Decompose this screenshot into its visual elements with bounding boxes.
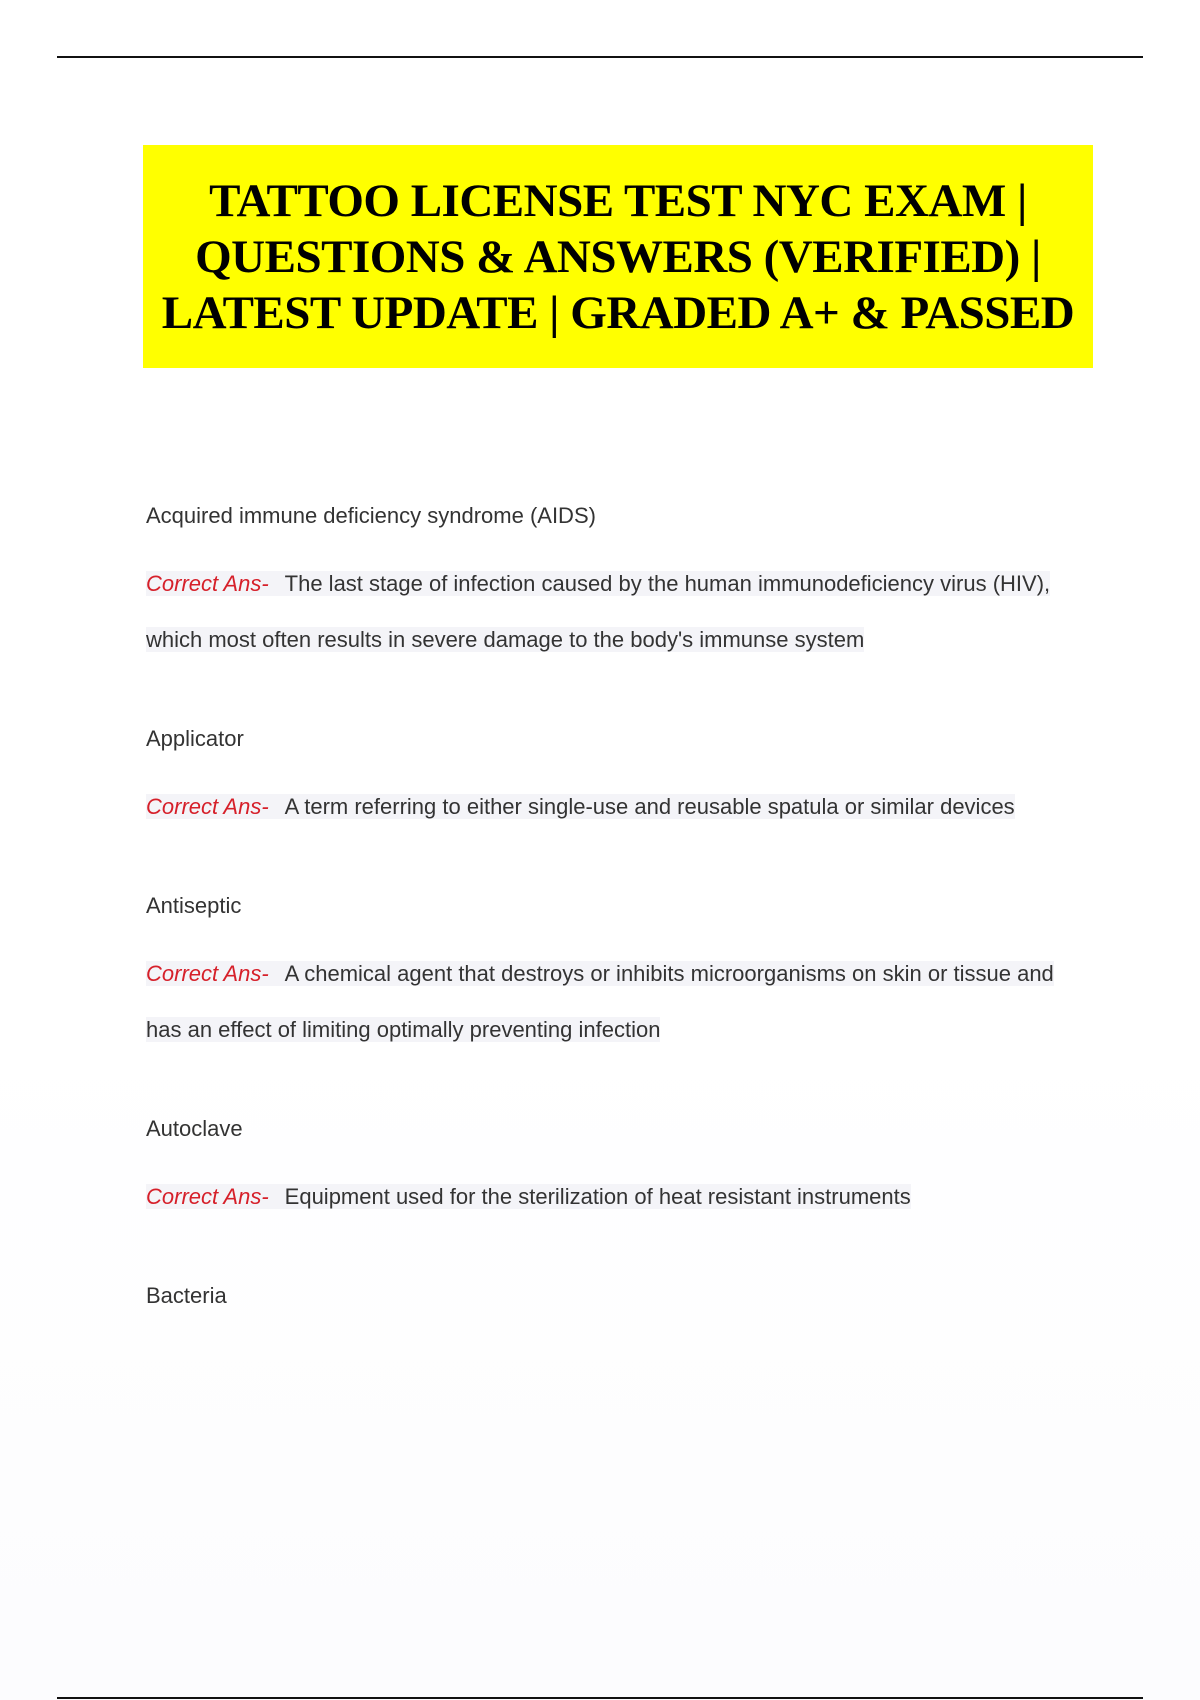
qa-entry (146, 500, 1146, 668)
answer-block (146, 1169, 1076, 1225)
question-term: Antiseptic (146, 893, 242, 918)
answer-text: A term referring to either single-use and reusable spatula or similar devices (284, 794, 1015, 819)
answer-text: The last stage of infection caused by the human immunodeficiency virus (HIV), which most often results in severe damage to the body's immunse system (146, 571, 1051, 652)
answer-text: Equipment used for the sterilization of heat resistant instruments (284, 1184, 911, 1209)
answer-block (146, 779, 1076, 835)
answer-highlight (146, 571, 1050, 652)
correct-answer-label: Correct Ans- (146, 571, 269, 596)
answer-highlight (146, 961, 1054, 1042)
correct-answer-label: Correct Ans- (146, 794, 269, 819)
answer-text: A chemical agent that destroys or inhibits microorganisms on skin or tissue and has an effect of limiting optimally preventing infection (146, 961, 1054, 1042)
question-term: Bacteria (146, 1283, 227, 1308)
question-term: Autoclave (146, 1116, 243, 1141)
document-title: TATTOO LICENSE TEST NYC EXAM | QUESTIONS & ANSWERS (VERIFIED) | LATEST UPDATE | GRADED A+ & PASSED (161, 174, 1075, 339)
qa-entry (146, 1113, 1146, 1225)
bottom-rule (57, 1697, 1143, 1699)
qa-entry (146, 890, 1146, 1058)
answer-highlight (146, 794, 1015, 819)
qa-entry (146, 1280, 1146, 1318)
qa-list (146, 500, 1146, 1373)
correct-answer-label: Correct Ans- (146, 961, 269, 986)
question-term: Applicator (146, 726, 244, 751)
answer-block (146, 946, 1076, 1058)
answer-block (146, 556, 1076, 668)
correct-answer-label: Correct Ans- (146, 1184, 269, 1209)
qa-entry (146, 723, 1146, 835)
top-rule (57, 56, 1143, 58)
title-highlight-box (143, 145, 1093, 368)
answer-highlight (146, 1184, 911, 1209)
question-term: Acquired immune deficiency syndrome (AIDS) (146, 503, 596, 528)
